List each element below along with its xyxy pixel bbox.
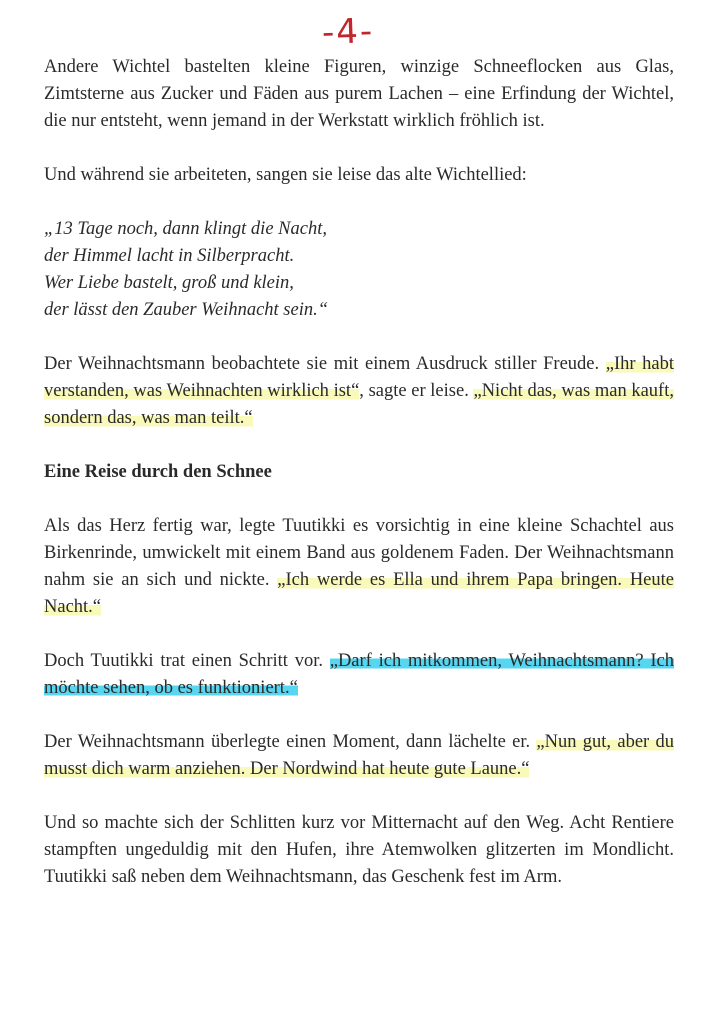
poem — [44, 216, 674, 324]
paragraph-5-intro: Doch Tuutikki trat einen Schritt vor. — [44, 651, 330, 671]
poem-line: der lässt den Zauber Weihnacht sein.“ — [44, 300, 329, 320]
yellow-highlight: „Nun gut, aber du musst dich warm anziehen. Der Nordwind hat heute gute Laune.“ — [44, 732, 674, 779]
page-number: -4- — [321, 11, 375, 53]
paragraph-4-intro: Als das Herz fertig war, legte Tuutikki es vorsichtig in eine kleine Schachtel aus Birkenrinde, umwickelt mit einem Band aus goldenem Faden. Der Weihnachtsmann nahm sie an sich und nickte. — [44, 516, 674, 590]
paragraph-7: Und so machte sich der Schlitten kurz vor Mitternacht auf den Weg. Acht Rentiere stampften ungeduldig mit den Hufen, ihre Atemwolken glitzerten im Mondlicht. Tuutikki saß neben dem Weihnachtsmann, das Geschenk fest im Arm. — [44, 813, 674, 887]
paragraph-3-intro: Der Weihnachtsmann beobachtete sie mit einem Ausdruck stiller Freude. — [44, 354, 606, 374]
poem-line: Wer Liebe bastelt, groß und klein, — [44, 273, 294, 293]
paragraph-1: Andere Wichtel bastelten kleine Figuren, winzige Schneeflocken aus Glas, Zimtsterne aus Zucker und Fäden aus purem Lachen – eine Erfindung der Wichtel, die nur entsteht, wenn jemand in der Werkstatt wirklich fröhlich ist. — [44, 57, 674, 131]
section-heading: Eine Reise durch den Schnee — [44, 462, 272, 482]
paragraph-3-middle: , sagte er leise. — [359, 381, 474, 401]
paragraph-6-intro: Der Weihnachtsmann überlegte einen Moment, dann lächelte er. — [44, 732, 537, 752]
document-body — [44, 54, 674, 891]
paragraph-3 — [44, 351, 674, 432]
blue-highlight: „Darf ich mitkommen, Weihnachtsmann? Ich möchte sehen, ob es funktioniert.“ — [44, 651, 674, 698]
paragraph-6 — [44, 729, 674, 783]
poem-line: der Himmel lacht in Silberpracht. — [44, 246, 295, 266]
yellow-highlight: „Ich werde es Ella und ihrem Papa bringen. Heute Nacht.“ — [44, 570, 674, 617]
paragraph-5 — [44, 648, 674, 702]
yellow-highlight: „Nicht das, was man kauft, sondern das, was man teilt.“ — [44, 381, 674, 428]
yellow-highlight: „Ihr habt verstanden, was Weihnachten wirklich ist“ — [44, 354, 675, 401]
paragraph-2: Und während sie arbeiteten, sangen sie leise das alte Wichtellied: — [44, 165, 527, 185]
paragraph-4 — [44, 513, 674, 621]
poem-line: „13 Tage noch, dann klingt die Nacht, — [44, 219, 327, 239]
